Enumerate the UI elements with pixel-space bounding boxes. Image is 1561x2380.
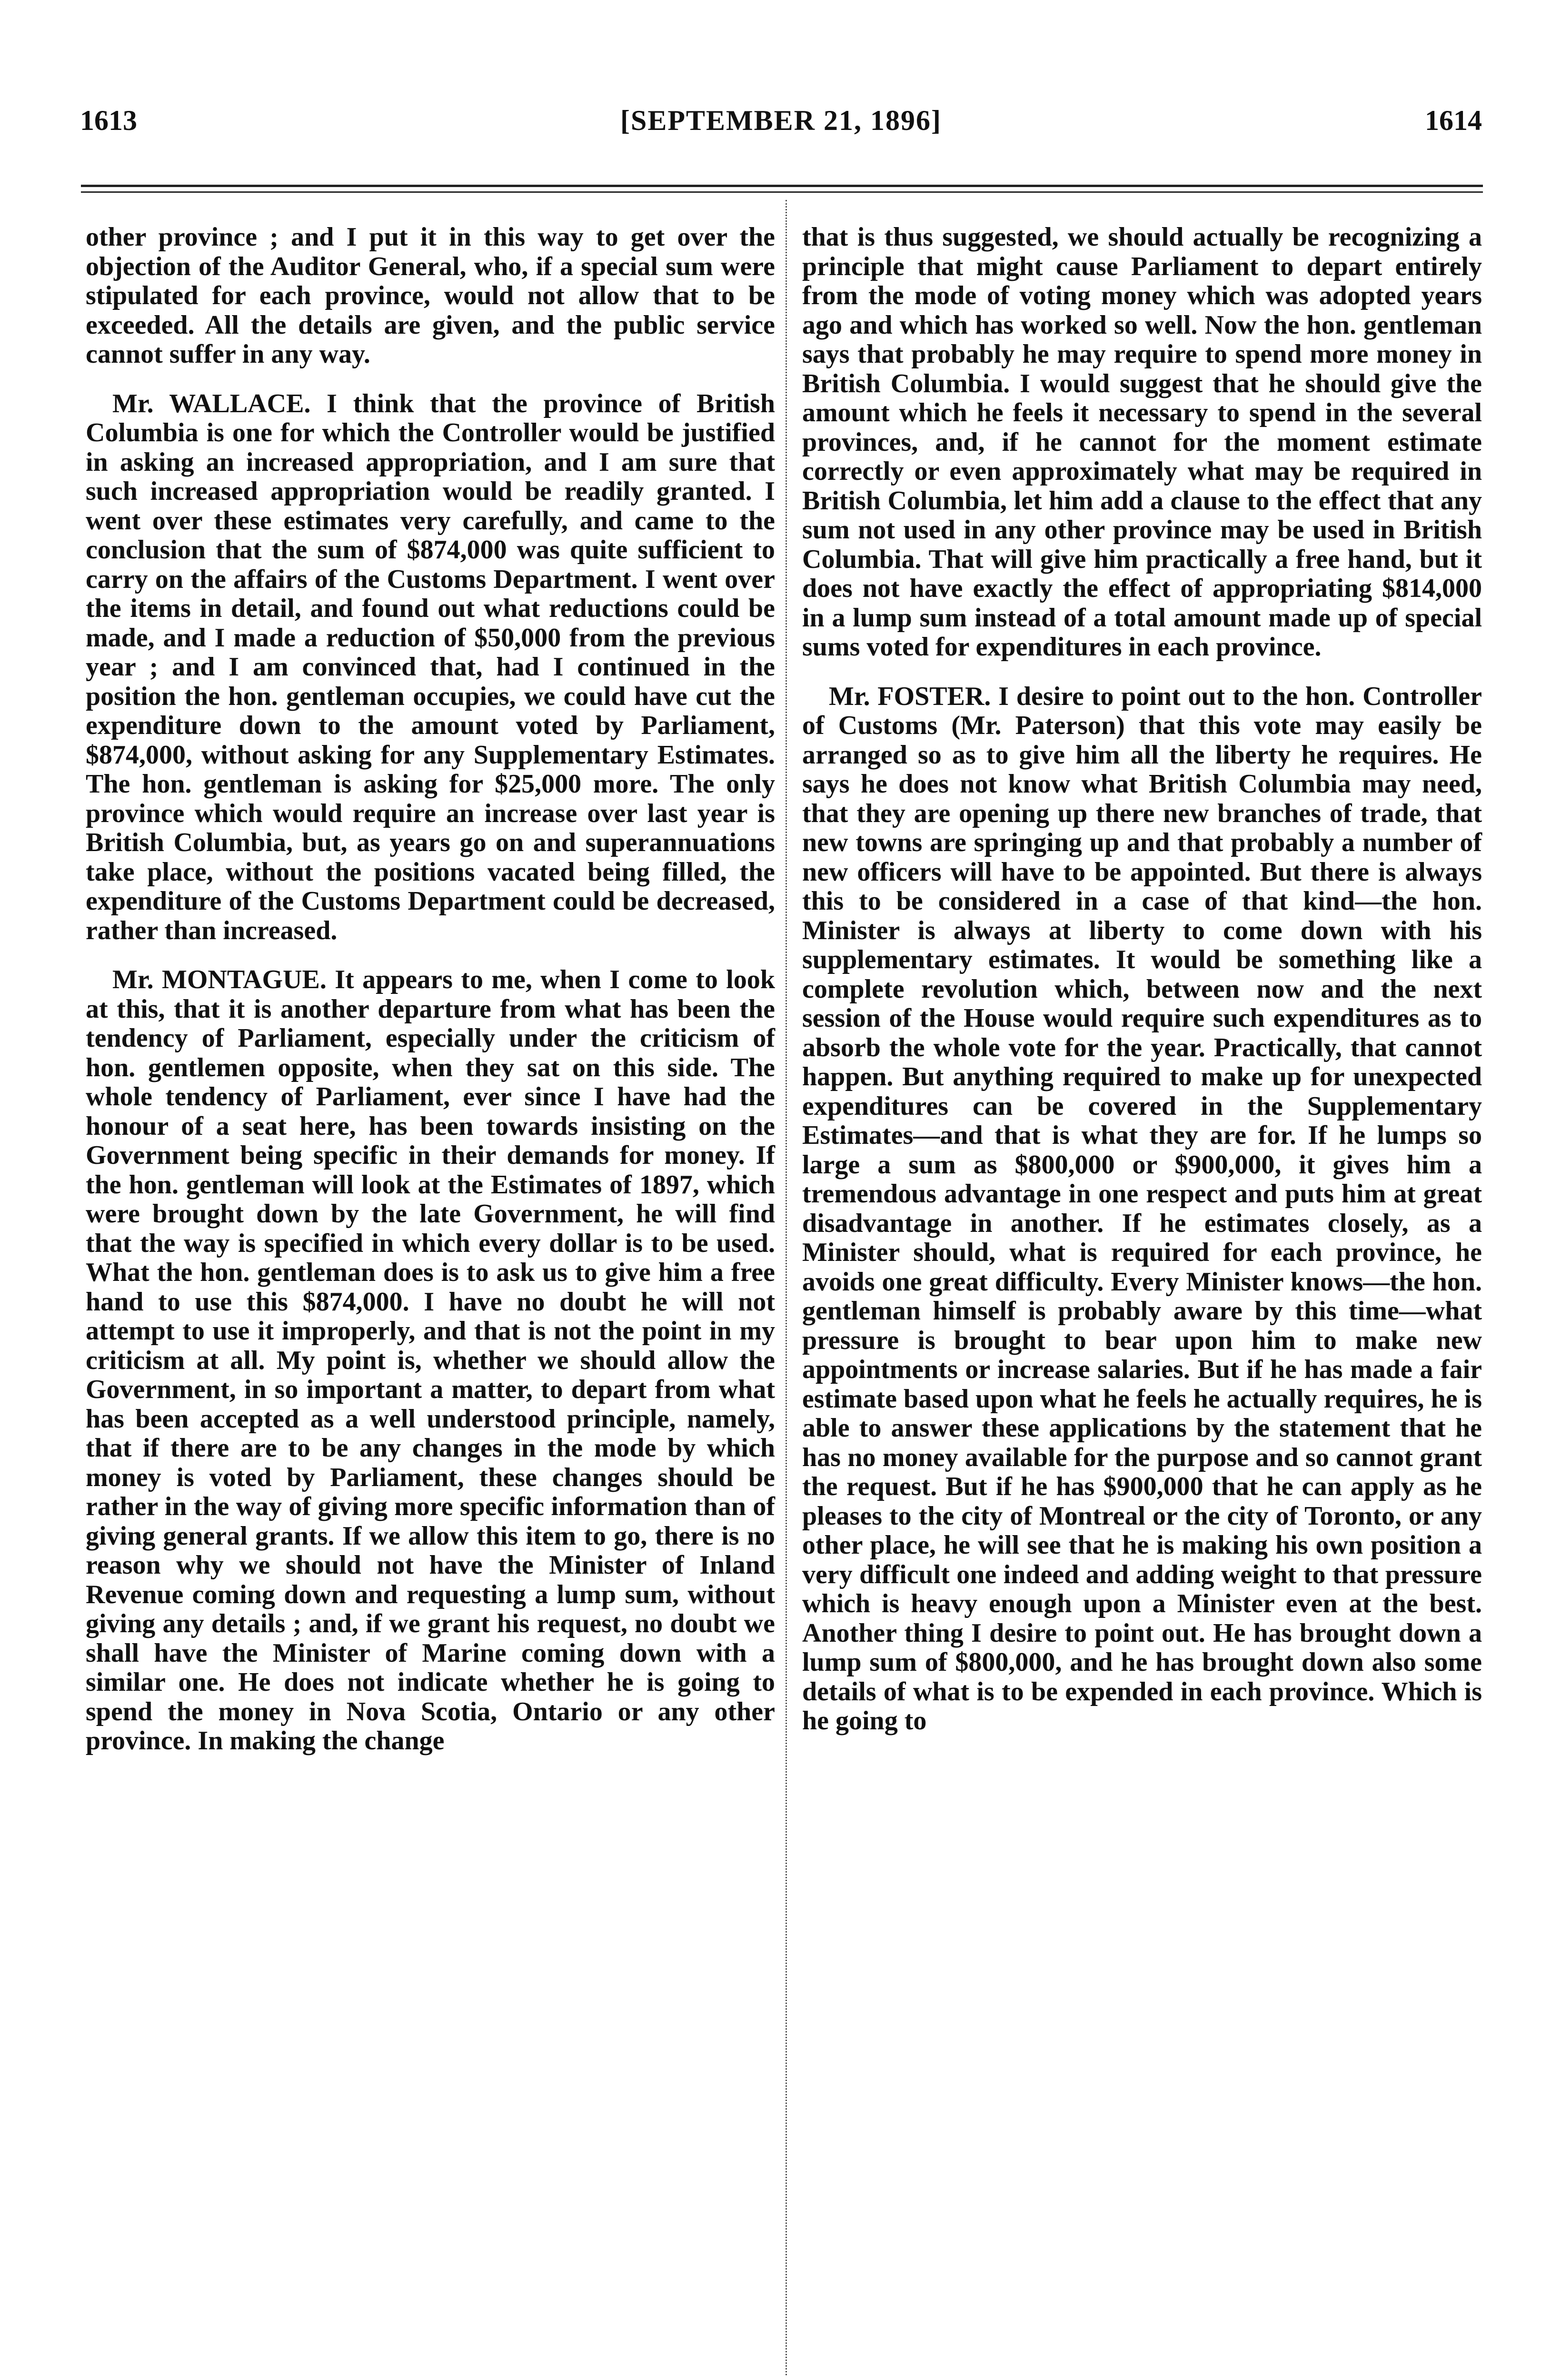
page-header — [80, 99, 1482, 142]
header-rule-thin — [81, 191, 1483, 193]
page-date: [SEPTEMBER 21, 1896] — [620, 105, 942, 136]
page-number-left: 1613 — [80, 105, 137, 136]
header-rule — [81, 185, 1483, 187]
paragraph-foster: Mr. FOSTER. I desire to point out to the hon. Controller of Customs (Mr. Paterson) that this vote may easily be arranged so as to give him all the liberty he requires. He says he does not know what British Columbia may need, that they are opening up there new branches of trade, that new towns are springing up and that probably a number of new officers will have to be appointed. But there is always this to be considered in a case of that kind—the hon. Minister is always at liberty to come down with his supplementary estimates. It would be something like a complete revolution which, between now and the next session of the House would require such expenditures as to absorb the whole vote for the year. Practically, that cannot happen. But anything required to make up for unexpected expenditures can be covered in the Supplementary Estimates—and that is what they are for. If he lumps so large a sum as $800,000 or $900,000, it gives him a tremendous advantage in one respect and puts him at great disadvantage in another. If he estimates closely, as a Minister should, what is required for each province, he avoids one great difficulty. Every Minister knows—the hon. gentleman himself is probably aware by this time—what pressure is brought to bear upon him to make new appointments or increase salaries. But if he has made a fair estimate based upon what he feels he actually requires, he is able to answer these applications by the statement that he has no money available for the purpose and so cannot grant the request. But if he has $900,000 that he can apply as he pleases to the city of Montreal or the city of Toronto, or any other place, he will see that he is making his own position a very difficult one indeed and adding weight to that pressure which is heavy enough upon a Minister even at the best. Another thing I desire to point out. He has brought down a lump sum of $800,000, and he has brought down also some details of what is to be expended in each province. Which is he going to — [802, 681, 1482, 1735]
paragraph: that is thus suggested, we should actually be recognizing a principle that might cause Parliament to depart entirely from the mode of voting money which was adopted years ago and which has worked so well. Now the hon. gentleman says that probably he may require to spend more money in British Columbia. I would suggest that he should give the amount which he feels it necessary to spend in the several provinces, and, if he cannot for the moment estimate correctly or even approximately what may be required in British Columbia, let him add a clause to the effect that any sum not used in any other province may be used in British Columbia. That will give him practically a free hand, but it does not have exactly the effect of appropriating $814,000 in a lump sum instead of a total amount made up of special sums voted for expenditures in each province. — [802, 222, 1482, 662]
left-column — [86, 223, 775, 1756]
right-column — [802, 223, 1482, 1736]
column-divider — [785, 200, 787, 2375]
paragraph-montague: Mr. MONTAGUE. It appears to me, when I come to look at this, that it is another departure from what has been the tendency of Parliament, especially under the criticism of hon. gentlemen opposite, when they sat on this side. The whole tendency of Parliament, ever since I have had the honour of a seat here, has been towards insisting on the Government being specific in their demands for money. If the hon. gentleman will look at the Estimates of 1897, which were brought down by the late Government, he will find that the way is specified in which every dollar is to be used. What the hon. gentleman does is to ask us to give him a free hand to use this $874,000. I have no doubt he will not attempt to use it improperly, and that is not the point in my criticism at all. My point is, whether we should allow the Government, in so important a matter, to depart from what has been accepted as a well understood principle, namely, that if there are to be any changes in the mode by which money is voted by Parliament, these changes should be rather in the way of giving more specific information than of giving general grants. If we allow this item to go, there is no reason why we should not have the Minister of Inland Revenue coming down and requesting a lump sum, without giving any details ; and, if we grant his request, no doubt we shall have the Minister of Marine coming down with a similar one. He does not indicate whether he is going to spend the money in Nova Scotia, Ontario or any other province. In making the change — [86, 965, 775, 1755]
page-number-right: 1614 — [1425, 105, 1482, 136]
paragraph: other province ; and I put it in this way to get over the objection of the Auditor General, who, if a special sum were stipulated for each province, would not allow that to be exceeded. All the details are given, and the public service cannot suffer in any way. — [86, 222, 775, 369]
paragraph-wallace: Mr. WALLACE. I think that the province of British Columbia is one for which the Controller would be justified in asking an increased appropriation, and I am sure that such increased appropriation would be readily granted. I went over these estimates very carefully, and came to the conclusion that the sum of $874,000 was quite sufficient to carry on the affairs of the Customs Department. I went over the items in detail, and found out what reductions could be made, and I made a reduction of $50,000 from the previous year ; and I am convinced that, had I continued in the position the hon. gentleman occupies, we could have cut the expenditure down to the amount voted by Parliament, $874,000, without asking for any Supplementary Estimates. The hon. gentleman is asking for $25,000 more. The only province which would require an increase over last year is British Columbia, but, as years go on and superannuations take place, without the positions vacated being filled, the expenditure of the Customs Department could be decreased, rather than increased. — [86, 388, 775, 945]
